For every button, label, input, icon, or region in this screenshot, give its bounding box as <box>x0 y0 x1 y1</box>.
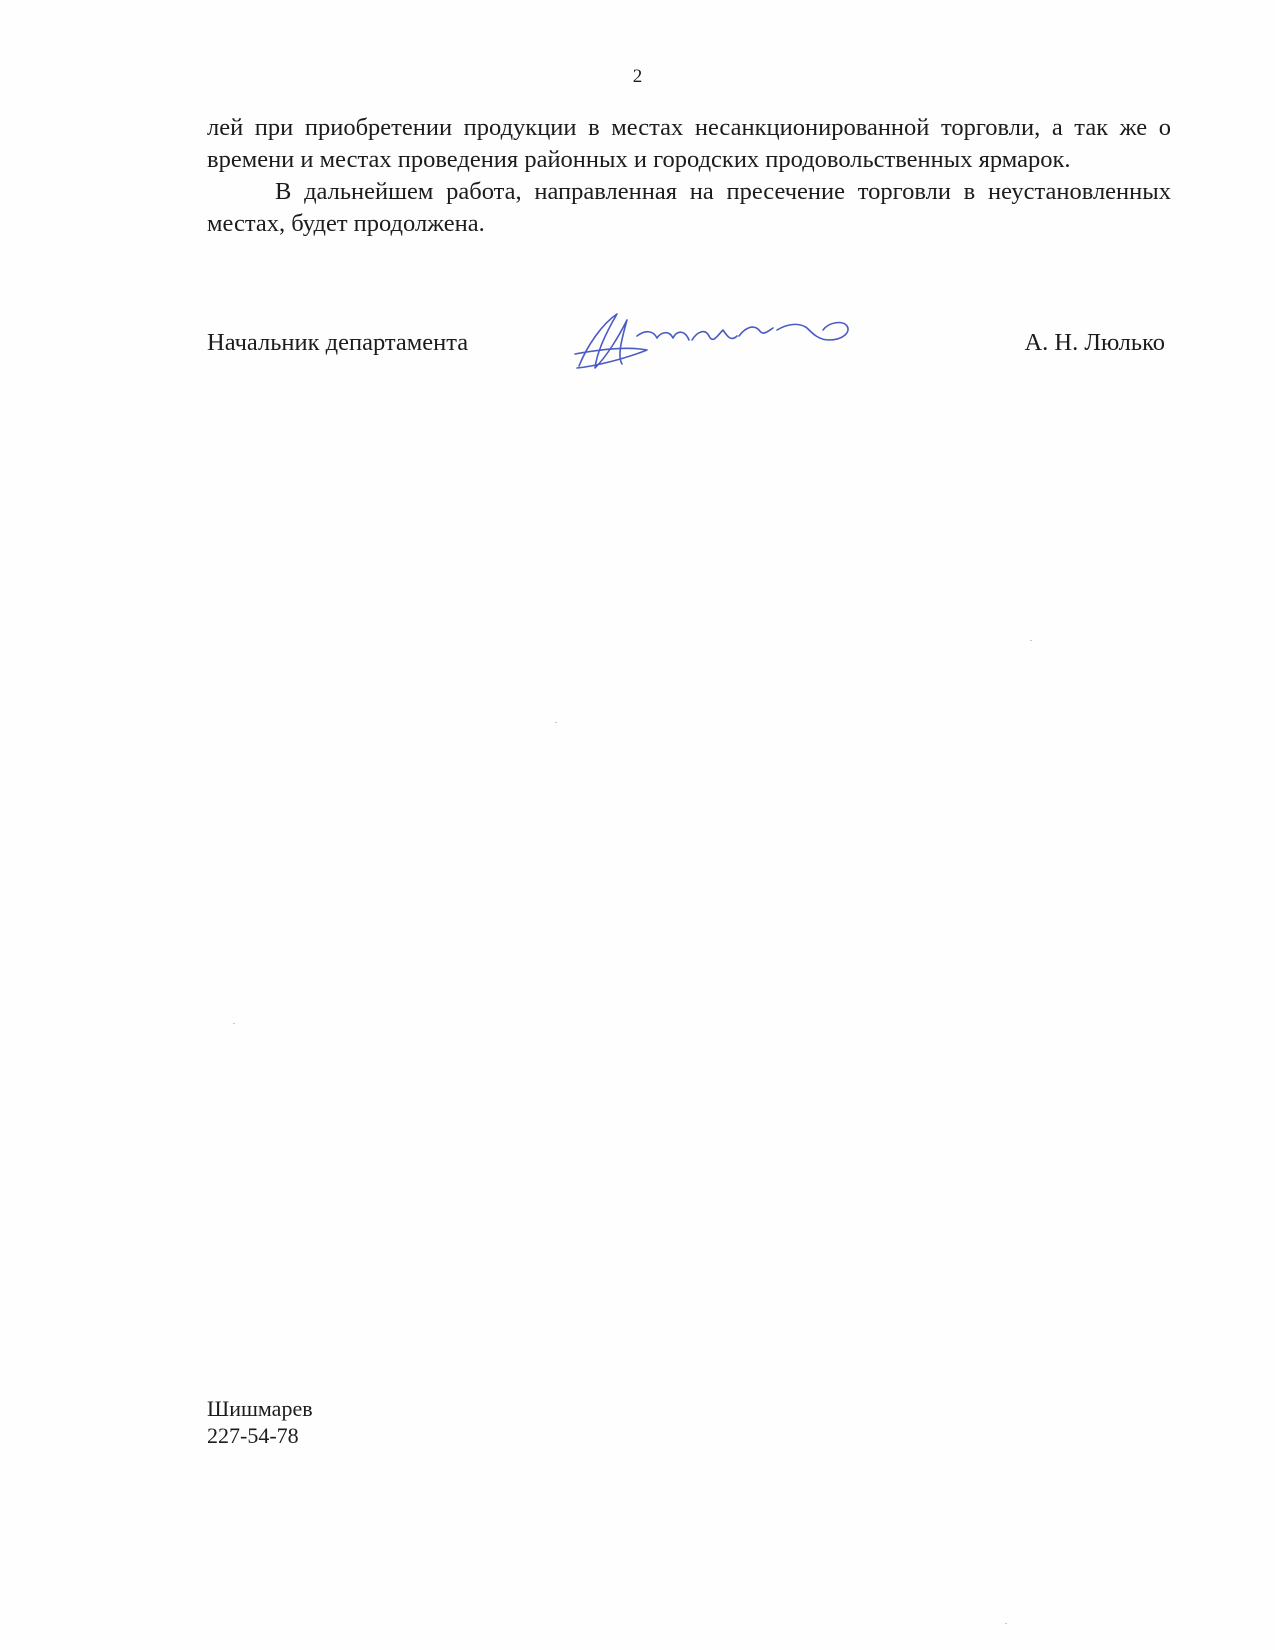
scan-speck <box>1005 1623 1007 1624</box>
page-number: 2 <box>632 66 643 87</box>
signature-block <box>207 326 1171 376</box>
signatory-position: Начальник департамента <box>207 329 469 356</box>
scan-speck <box>555 722 557 723</box>
signatory-name: А. Н. Люлько <box>1024 329 1165 356</box>
executor-contact <box>207 1395 313 1449</box>
body-paragraph-2: В дальнейшем работа, направленная на пресечение торговли в неустановленных местах, будет продолжена. <box>207 178 1171 237</box>
letter-body <box>207 112 1171 240</box>
scan-speck <box>1030 640 1032 641</box>
executor-name: Шишмарев <box>207 1396 313 1421</box>
body-paragraph-1: лей при приобретении продукции в местах несанкционированной торговли, а так же о времени и местах проведения районных и городских продовольственных ярмарок. <box>207 114 1171 173</box>
executor-phone: 227-54-78 <box>207 1423 299 1448</box>
scan-speck <box>233 1023 235 1024</box>
handwritten-signature <box>567 306 867 376</box>
